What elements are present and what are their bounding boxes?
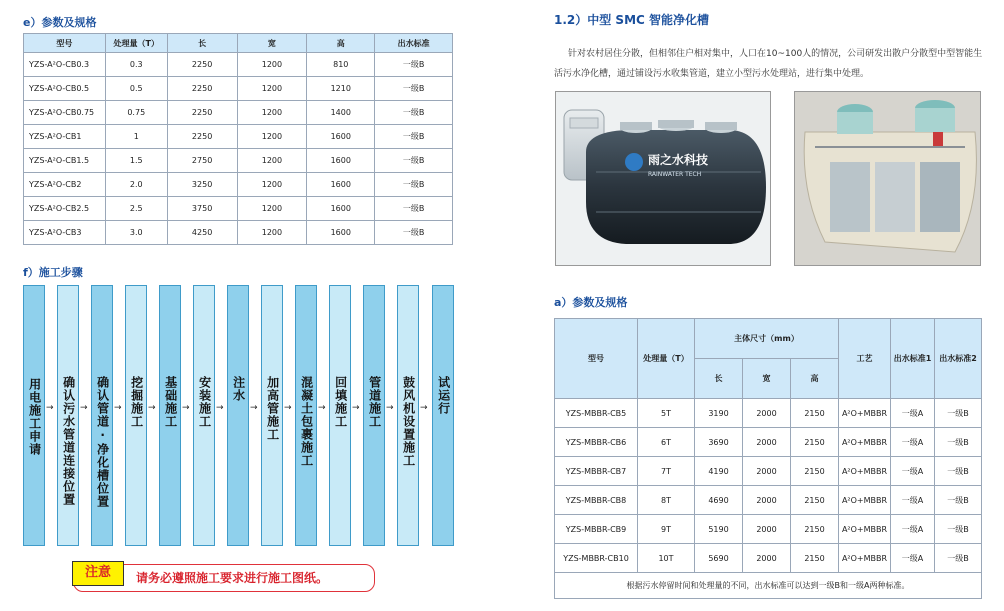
table-cell: 3250 <box>167 173 237 197</box>
table-cell: 2150 <box>791 399 839 428</box>
construction-steps <box>23 285 455 546</box>
table-cell: 一级B <box>935 428 982 457</box>
section-title: 1.2）中型 SMC 智能净化槽 <box>554 13 710 27</box>
table-cell: 4250 <box>167 221 237 245</box>
table-row <box>24 221 453 245</box>
table-row <box>24 197 453 221</box>
table-cell: 5T <box>638 399 695 428</box>
construction-step-label: 确认污水管道连接位置 <box>61 376 76 506</box>
table-cell: 2150 <box>791 428 839 457</box>
table-cell: 一级B <box>375 173 453 197</box>
table-e-header: 出水标准 <box>375 34 453 53</box>
table-cell: YZS-A²O-CB1.5 <box>24 149 106 173</box>
table-cell: 一级B <box>375 125 453 149</box>
spec-table-e <box>23 33 453 245</box>
construction-step <box>227 285 249 546</box>
table-cell: 1200 <box>237 53 307 77</box>
table-cell: A²O+MBBR <box>839 486 891 515</box>
table-cell: 一级B <box>935 515 982 544</box>
col-dims: 主体尺寸（mm） <box>695 319 839 359</box>
step-arrow-icon: → <box>182 403 190 413</box>
table-footnote: 根据污水停留时间和处理量的不同，出水标准可以达到一级B和一级A两种标准。 <box>555 573 982 599</box>
table-cell: 10T <box>638 544 695 573</box>
table-row <box>555 486 982 515</box>
product-photo-cutaway <box>794 91 981 266</box>
step-arrow-icon: → <box>46 403 54 413</box>
col-height: 高 <box>791 359 839 399</box>
table-cell: 一级A <box>891 457 935 486</box>
table-row <box>24 125 453 149</box>
table-cell: 一级B <box>375 77 453 101</box>
construction-step <box>125 285 147 546</box>
table-cell: 3.0 <box>105 221 167 245</box>
table-cell: 2150 <box>791 544 839 573</box>
step-arrow-icon: → <box>216 403 224 413</box>
table-cell: 1600 <box>307 125 375 149</box>
construction-step-label: 试运行 <box>436 376 451 415</box>
col-std1: 出水标准1 <box>891 319 935 399</box>
table-cell: 1600 <box>307 173 375 197</box>
table-row <box>555 515 982 544</box>
table-row <box>24 101 453 125</box>
table-cell: 2.5 <box>105 197 167 221</box>
table-cell: 1200 <box>237 77 307 101</box>
table-e-header: 型号 <box>24 34 106 53</box>
table-cell: 一级B <box>935 544 982 573</box>
step-arrow-icon: → <box>148 403 156 413</box>
col-length: 长 <box>695 359 743 399</box>
table-cell: 一级B <box>375 53 453 77</box>
table-cell: 2250 <box>167 53 237 77</box>
table-cell: YZS-MBBR-CB5 <box>555 399 638 428</box>
table-cell: YZS-A²O-CB0.75 <box>24 101 106 125</box>
table-row <box>24 173 453 197</box>
construction-step <box>261 285 283 546</box>
table-cell: 2150 <box>791 486 839 515</box>
spec-table-a <box>554 318 982 599</box>
section-a-title: a）参数及规格 <box>554 296 628 309</box>
table-cell: 9T <box>638 515 695 544</box>
table-cell: YZS-A²O-CB1 <box>24 125 106 149</box>
step-arrow-icon: → <box>420 403 428 413</box>
construction-step <box>363 285 385 546</box>
table-cell: 4190 <box>695 457 743 486</box>
table-cell: 一级B <box>375 197 453 221</box>
construction-step <box>23 285 45 546</box>
table-cell: YZS-MBBR-CB10 <box>555 544 638 573</box>
photo-brand-en: RAINWATER TECH <box>648 171 702 178</box>
construction-step <box>159 285 181 546</box>
table-cell: YZS-MBBR-CB7 <box>555 457 638 486</box>
table-cell: YZS-MBBR-CB9 <box>555 515 638 544</box>
table-cell: 1600 <box>307 221 375 245</box>
construction-step <box>432 285 454 546</box>
table-e-header: 高 <box>307 34 375 53</box>
table-row <box>555 428 982 457</box>
table-cell: 一级A <box>891 515 935 544</box>
table-cell: 1 <box>105 125 167 149</box>
table-cell: 8T <box>638 486 695 515</box>
intro-paragraph: 针对农村居住分散，但相邻住户相对集中，人口在10~100人的情况，公司研发出散户分散型中型智能生活污水净化槽，通过铺设污水收集管道，建立小型污水处理站，进行集中处理。 <box>554 49 983 79</box>
table-cell: 2250 <box>167 125 237 149</box>
col-capacity: 处理量（T） <box>638 319 695 399</box>
table-cell: 1200 <box>237 221 307 245</box>
construction-step <box>193 285 215 546</box>
table-cell: 一级A <box>891 486 935 515</box>
table-cell: 0.5 <box>105 77 167 101</box>
table-cell: 一级A <box>891 428 935 457</box>
table-row <box>555 399 982 428</box>
table-cell: 一级B <box>375 101 453 125</box>
table-cell: 3690 <box>695 428 743 457</box>
table-cell: 0.3 <box>105 53 167 77</box>
table-cell: 2000 <box>743 428 791 457</box>
table-cell: 一级B <box>375 221 453 245</box>
construction-step-label: 注水 <box>231 376 246 402</box>
construction-step-label: 安装施工 <box>197 376 212 428</box>
table-cell: YZS-A²O-CB2 <box>24 173 106 197</box>
table-cell: YZS-MBBR-CB8 <box>555 486 638 515</box>
note-tag: 注意 <box>72 561 124 586</box>
construction-step-label: 混凝土包裹施工 <box>299 376 314 467</box>
table-cell: 1200 <box>237 173 307 197</box>
table-cell: 一级B <box>935 457 982 486</box>
table-cell: 一级B <box>375 149 453 173</box>
construction-step <box>397 285 419 546</box>
construction-step-label: 用电施工申请 <box>27 378 42 456</box>
step-arrow-icon: → <box>386 403 394 413</box>
table-e-header: 宽 <box>237 34 307 53</box>
step-arrow-icon: → <box>80 403 88 413</box>
table-cell: 2250 <box>167 77 237 101</box>
table-cell: 1600 <box>307 149 375 173</box>
step-arrow-icon: → <box>114 403 122 413</box>
construction-step-label: 加高管施工 <box>265 376 280 441</box>
table-cell: 2000 <box>743 399 791 428</box>
table-cell: 一级B <box>935 486 982 515</box>
construction-step <box>329 285 351 546</box>
table-cell: YZS-A²O-CB0.5 <box>24 77 106 101</box>
table-cell: A²O+MBBR <box>839 515 891 544</box>
table-cell: 2250 <box>167 101 237 125</box>
table-cell: 4690 <box>695 486 743 515</box>
table-cell: 1200 <box>237 125 307 149</box>
table-cell: A²O+MBBR <box>839 457 891 486</box>
note-text: 请务必遵照施工要求进行施工图纸。 <box>136 571 329 585</box>
table-cell: YZS-A²O-CB3 <box>24 221 106 245</box>
construction-step-label: 确认管道·净化槽位置 <box>95 376 110 508</box>
section-f-title: f）施工步骤 <box>23 266 83 279</box>
construction-step-label: 基础施工 <box>163 376 178 428</box>
table-cell: 1600 <box>307 197 375 221</box>
step-arrow-icon: → <box>352 403 360 413</box>
table-cell: 6T <box>638 428 695 457</box>
photo-brand-cn: 雨之水科技 <box>648 153 709 167</box>
construction-step <box>57 285 79 546</box>
table-e-header: 长 <box>167 34 237 53</box>
table-cell: 1200 <box>237 149 307 173</box>
step-arrow-icon: → <box>250 403 258 413</box>
table-cell: 2000 <box>743 457 791 486</box>
table-cell: 1200 <box>237 101 307 125</box>
table-cell: 2000 <box>743 486 791 515</box>
step-arrow-icon: → <box>284 403 292 413</box>
construction-step <box>295 285 317 546</box>
table-cell: 2150 <box>791 457 839 486</box>
table-cell: YZS-MBBR-CB6 <box>555 428 638 457</box>
table-cell: A²O+MBBR <box>839 544 891 573</box>
table-cell: 2.0 <box>105 173 167 197</box>
table-cell: 5690 <box>695 544 743 573</box>
table-row <box>555 544 982 573</box>
construction-step-label: 鼓风机设置施工 <box>401 376 416 467</box>
construction-step-label: 挖掘施工 <box>129 376 144 428</box>
product-photo-tank <box>555 91 771 266</box>
table-cell: 2000 <box>743 544 791 573</box>
table-cell: A²O+MBBR <box>839 428 891 457</box>
table-cell: 一级A <box>891 399 935 428</box>
col-std2: 出水标准2 <box>935 319 982 399</box>
table-cell: 3190 <box>695 399 743 428</box>
col-model: 型号 <box>555 319 638 399</box>
table-cell: A²O+MBBR <box>839 399 891 428</box>
table-cell: 1.5 <box>105 149 167 173</box>
table-cell: 1400 <box>307 101 375 125</box>
table-cell: YZS-A²O-CB0.3 <box>24 53 106 77</box>
col-process: 工艺 <box>839 319 891 399</box>
table-cell: 2750 <box>167 149 237 173</box>
col-width: 宽 <box>743 359 791 399</box>
table-cell: 一级B <box>935 399 982 428</box>
construction-step-label: 回填施工 <box>333 376 348 428</box>
table-cell: 1200 <box>237 197 307 221</box>
step-arrow-icon: → <box>318 403 326 413</box>
construction-step <box>91 285 113 546</box>
table-row <box>24 77 453 101</box>
table-cell: YZS-A²O-CB2.5 <box>24 197 106 221</box>
table-cell: 2000 <box>743 515 791 544</box>
table-cell: 7T <box>638 457 695 486</box>
table-cell: 2150 <box>791 515 839 544</box>
table-row <box>24 149 453 173</box>
table-row <box>555 457 982 486</box>
table-cell: 1210 <box>307 77 375 101</box>
table-cell: 一级A <box>891 544 935 573</box>
table-cell: 3750 <box>167 197 237 221</box>
table-cell: 5190 <box>695 515 743 544</box>
table-cell: 810 <box>307 53 375 77</box>
table-cell: 0.75 <box>105 101 167 125</box>
construction-step-label: 管道施工 <box>367 376 382 428</box>
section-e-title: e）参数及规格 <box>23 16 97 29</box>
table-e-header: 处理量（T） <box>105 34 167 53</box>
table-row <box>24 53 453 77</box>
